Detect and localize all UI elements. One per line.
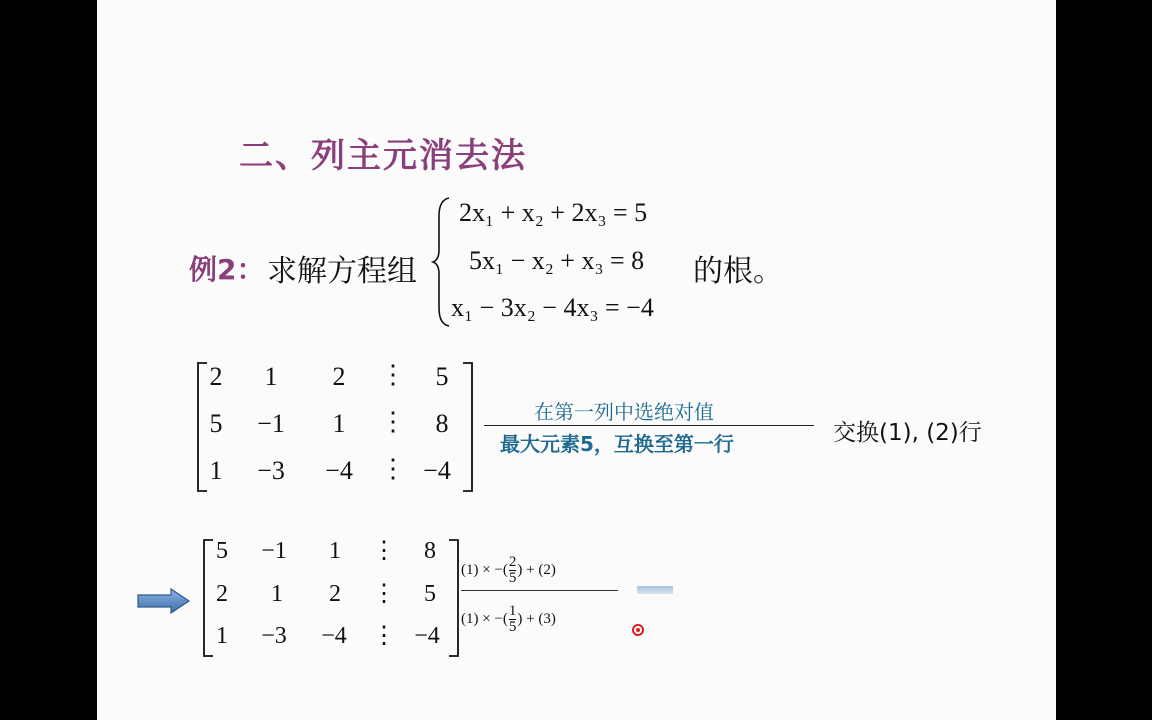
matrix1-cell: 2 xyxy=(332,362,346,391)
op1-denominator: 5 xyxy=(508,570,517,586)
matrix2-cell: 1 xyxy=(271,581,283,607)
matrix1-cell: 5 xyxy=(209,409,223,438)
matrix2-cell: −4 xyxy=(414,623,440,649)
right-arrow-icon xyxy=(137,588,191,614)
op2-denominator: 5 xyxy=(508,619,517,635)
matrix1-cell: −4 xyxy=(423,456,451,485)
matrix2-cell: ⋮ xyxy=(372,538,396,564)
example-label: 例2： xyxy=(189,253,265,286)
matrix2-cell: 5 xyxy=(424,581,436,607)
matrix2-cell: 2 xyxy=(329,581,341,607)
matrix2-cell: 5 xyxy=(216,538,228,564)
matrix1-cell: −4 xyxy=(325,456,353,485)
laser-pointer-cursor xyxy=(632,624,644,636)
example-prefix: 求解方程组 xyxy=(267,254,417,289)
step1-divider xyxy=(484,425,814,426)
matrix1-cell: −3 xyxy=(257,456,285,485)
matrix2-cell: ⋮ xyxy=(372,623,396,649)
matrix1-cell: 1 xyxy=(264,362,278,391)
system-brace xyxy=(431,196,453,328)
matrix2-cell: 2 xyxy=(216,581,228,607)
op2-suffix: ) + (3) xyxy=(517,610,556,627)
op1-prefix: (1) × −( xyxy=(461,561,508,578)
matrix1-cell: 5 xyxy=(435,362,449,391)
matrix2-cell: −4 xyxy=(321,623,347,649)
matrix1-cell: −1 xyxy=(257,409,285,438)
matrix1-cell: 1 xyxy=(209,456,223,485)
matrix1-cell: ⋮ xyxy=(380,360,406,389)
equation-3: x₁ − 3x₂ − 4x₃ = −4 xyxy=(451,293,654,322)
matrix2-cell: 1 xyxy=(216,623,228,649)
op1-numerator: 2 xyxy=(508,554,517,570)
matrix2-cell: 8 xyxy=(424,538,436,564)
matrix2-cell: −3 xyxy=(261,623,287,649)
matrix1-cell: 1 xyxy=(332,409,346,438)
op2-numerator: 1 xyxy=(508,603,517,619)
step2-divider xyxy=(461,590,618,591)
matrix1-cell: 8 xyxy=(435,409,449,438)
op2-prefix: (1) × −( xyxy=(461,610,508,627)
example-suffix: 的根。 xyxy=(693,254,783,289)
step1-result: 交换(1), (2)行 xyxy=(833,420,982,446)
step2-op1 xyxy=(461,555,556,586)
animation-bar xyxy=(637,586,673,594)
step2-op2 xyxy=(461,604,556,635)
op1-suffix: ) + (2) xyxy=(517,561,556,578)
matrix1-cell: ⋮ xyxy=(380,407,406,436)
matrix2-cell: ⋮ xyxy=(372,581,396,607)
matrix2-cell: −1 xyxy=(261,538,287,564)
step1-hint-top: 在第一列中选绝对值 xyxy=(534,400,714,424)
matrix1-cell: 2 xyxy=(209,362,223,391)
section-title: 二、列主元消去法 xyxy=(239,136,527,176)
step1-hint-bottom: 最大元素5，互换至第一行 xyxy=(500,432,734,456)
matrix1-cell: ⋮ xyxy=(380,454,406,483)
equation-1: 2x₁ + x₂ + 2x₃ = 5 xyxy=(459,198,648,227)
slide xyxy=(97,0,1056,720)
matrix2-cell: 1 xyxy=(329,538,341,564)
equation-2: 5x₁ − x₂ + x₃ = 8 xyxy=(469,246,645,275)
